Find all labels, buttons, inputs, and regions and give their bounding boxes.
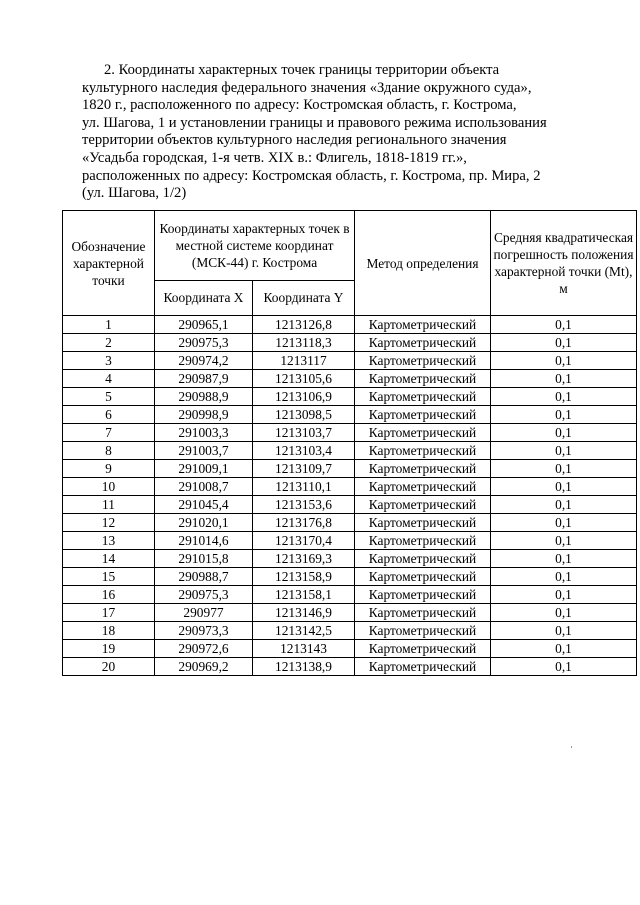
table-row: [63, 442, 637, 460]
cell-method: Картометрический: [355, 586, 491, 604]
cell-point-id: 2: [63, 334, 155, 352]
cell-y: 1213158,9: [253, 568, 355, 586]
cell-error: 0,1: [491, 640, 637, 658]
cell-x: 290977: [155, 604, 253, 622]
cell-x: 291020,1: [155, 514, 253, 532]
cell-method: Картометрический: [355, 532, 491, 550]
cell-point-id: 13: [63, 532, 155, 550]
cell-error: 0,1: [491, 604, 637, 622]
cell-error: 0,1: [491, 568, 637, 586]
header-y: Координата Y: [253, 280, 355, 315]
cell-y: 1213117: [253, 352, 355, 370]
cell-method: Картометрический: [355, 550, 491, 568]
cell-point-id: 16: [63, 586, 155, 604]
cell-error: 0,1: [491, 388, 637, 406]
table-row: [63, 532, 637, 550]
table-row: [63, 406, 637, 424]
table-row: [63, 514, 637, 532]
cell-error: 0,1: [491, 550, 637, 568]
table-row: [63, 370, 637, 388]
cell-x: 290975,3: [155, 334, 253, 352]
cell-x: 290987,9: [155, 370, 253, 388]
table-row: [63, 478, 637, 496]
cell-x: 290988,7: [155, 568, 253, 586]
cell-point-id: 18: [63, 622, 155, 640]
cell-y: 1213176,8: [253, 514, 355, 532]
cell-error: 0,1: [491, 496, 637, 514]
table-row: [63, 496, 637, 514]
cell-method: Картометрический: [355, 334, 491, 352]
cell-y: 1213103,4: [253, 442, 355, 460]
paragraph-line: ул. Шагова, 1 и установлении границы и правового режима использования: [82, 114, 547, 131]
cell-point-id: 4: [63, 370, 155, 388]
table-row: [63, 604, 637, 622]
cell-x: 290965,1: [155, 316, 253, 334]
cell-point-id: 19: [63, 640, 155, 658]
paragraph-line: территории объектов культурного наследия регионального значения: [82, 132, 507, 149]
cell-x: 291015,8: [155, 550, 253, 568]
table-row: [63, 424, 637, 442]
cell-method: Картометрический: [355, 622, 491, 640]
cell-error: 0,1: [491, 442, 637, 460]
cell-error: 0,1: [491, 478, 637, 496]
table-row: [63, 658, 637, 676]
cell-method: Картометрический: [355, 424, 491, 442]
cell-y: 1213138,9: [253, 658, 355, 676]
table-row: [63, 316, 637, 334]
cell-y: 1213143: [253, 640, 355, 658]
cell-point-id: 10: [63, 478, 155, 496]
cell-error: 0,1: [491, 460, 637, 478]
cell-y: 1213106,9: [253, 388, 355, 406]
table-row: [63, 586, 637, 604]
table-row: [63, 352, 637, 370]
paragraph-line: 1820 г., расположенного по адресу: Костромская область, г. Кострома,: [82, 97, 517, 114]
cell-error: 0,1: [491, 658, 637, 676]
cell-x: 290975,3: [155, 586, 253, 604]
cell-point-id: 8: [63, 442, 155, 460]
paragraph-line: (ул. Шагова, 1/2): [82, 185, 187, 202]
cell-method: Картометрический: [355, 478, 491, 496]
cell-method: Картометрический: [355, 514, 491, 532]
cell-method: Картометрический: [355, 388, 491, 406]
cell-y: 1213118,3: [253, 334, 355, 352]
header-point: Обозначение характерной точки: [63, 211, 155, 316]
cell-y: 1213142,5: [253, 622, 355, 640]
cell-x: 291003,3: [155, 424, 253, 442]
cell-point-id: 15: [63, 568, 155, 586]
cell-x: 290969,2: [155, 658, 253, 676]
cell-error: 0,1: [491, 370, 637, 388]
cell-method: Картометрический: [355, 316, 491, 334]
header-error: Средняя квадратическая погрешность положения характерной точки (Mt), м: [491, 211, 637, 316]
header-method: Метод определения: [355, 211, 491, 316]
cell-method: Картометрический: [355, 406, 491, 424]
cell-x: 291008,7: [155, 478, 253, 496]
cell-point-id: 12: [63, 514, 155, 532]
cell-x: 290988,9: [155, 388, 253, 406]
paragraph-line: «Усадьба городская, 1-я четв. XIX в.: Флигель, 1818-1819 гг.»,: [82, 149, 467, 166]
cell-method: Картометрический: [355, 496, 491, 514]
cell-point-id: 14: [63, 550, 155, 568]
scan-speck: [571, 746, 572, 748]
table-row: [63, 334, 637, 352]
cell-y: 1213103,7: [253, 424, 355, 442]
cell-y: 1213146,9: [253, 604, 355, 622]
cell-point-id: 9: [63, 460, 155, 478]
cell-x: 290974,2: [155, 352, 253, 370]
cell-y: 1213105,6: [253, 370, 355, 388]
table-row: [63, 460, 637, 478]
cell-method: Картометрический: [355, 370, 491, 388]
cell-method: Картометрический: [355, 352, 491, 370]
table-row: [63, 388, 637, 406]
cell-x: 290973,3: [155, 622, 253, 640]
cell-error: 0,1: [491, 514, 637, 532]
cell-method: Картометрический: [355, 658, 491, 676]
cell-x: 291003,7: [155, 442, 253, 460]
cell-error: 0,1: [491, 424, 637, 442]
cell-error: 0,1: [491, 586, 637, 604]
cell-y: 1213169,3: [253, 550, 355, 568]
cell-y: 1213109,7: [253, 460, 355, 478]
table-row: [63, 568, 637, 586]
cell-point-id: 17: [63, 604, 155, 622]
cell-method: Картометрический: [355, 640, 491, 658]
cell-error: 0,1: [491, 532, 637, 550]
cell-error: 0,1: [491, 334, 637, 352]
cell-y: 1213170,4: [253, 532, 355, 550]
cell-x: 291045,4: [155, 496, 253, 514]
cell-y: 1213126,8: [253, 316, 355, 334]
cell-error: 0,1: [491, 622, 637, 640]
cell-x: 291014,6: [155, 532, 253, 550]
cell-method: Картометрический: [355, 568, 491, 586]
paragraph-line: 2. Координаты характерных точек границы территории объекта: [104, 62, 500, 78]
cell-point-id: 3: [63, 352, 155, 370]
cell-point-id: 11: [63, 496, 155, 514]
cell-point-id: 5: [63, 388, 155, 406]
header-coords-group: Координаты характерных точек в местной системе координат (МСК-44) г. Кострома: [155, 211, 355, 281]
table-row: [63, 550, 637, 568]
cell-error: 0,1: [491, 316, 637, 334]
coordinates-table: [62, 210, 637, 676]
cell-point-id: 7: [63, 424, 155, 442]
cell-point-id: 1: [63, 316, 155, 334]
cell-x: 291009,1: [155, 460, 253, 478]
cell-y: 1213110,1: [253, 478, 355, 496]
cell-y: 1213158,1: [253, 586, 355, 604]
cell-method: Картометрический: [355, 460, 491, 478]
cell-error: 0,1: [491, 406, 637, 424]
paragraph-line: культурного наследия федерального значения «Здание окружного суда»,: [82, 79, 532, 96]
cell-method: Картометрический: [355, 604, 491, 622]
cell-x: 290972,6: [155, 640, 253, 658]
header-x: Координата X: [155, 280, 253, 315]
cell-x: 290998,9: [155, 406, 253, 424]
cell-y: 1213098,5: [253, 406, 355, 424]
paragraph-line: расположенных по адресу: Костромская область, г. Кострома, пр. Мира, 2: [82, 167, 541, 184]
cell-method: Картометрический: [355, 442, 491, 460]
cell-point-id: 20: [63, 658, 155, 676]
cell-y: 1213153,6: [253, 496, 355, 514]
cell-point-id: 6: [63, 406, 155, 424]
intro-paragraph: [82, 62, 580, 203]
cell-error: 0,1: [491, 352, 637, 370]
table-row: [63, 622, 637, 640]
table-row: [63, 640, 637, 658]
